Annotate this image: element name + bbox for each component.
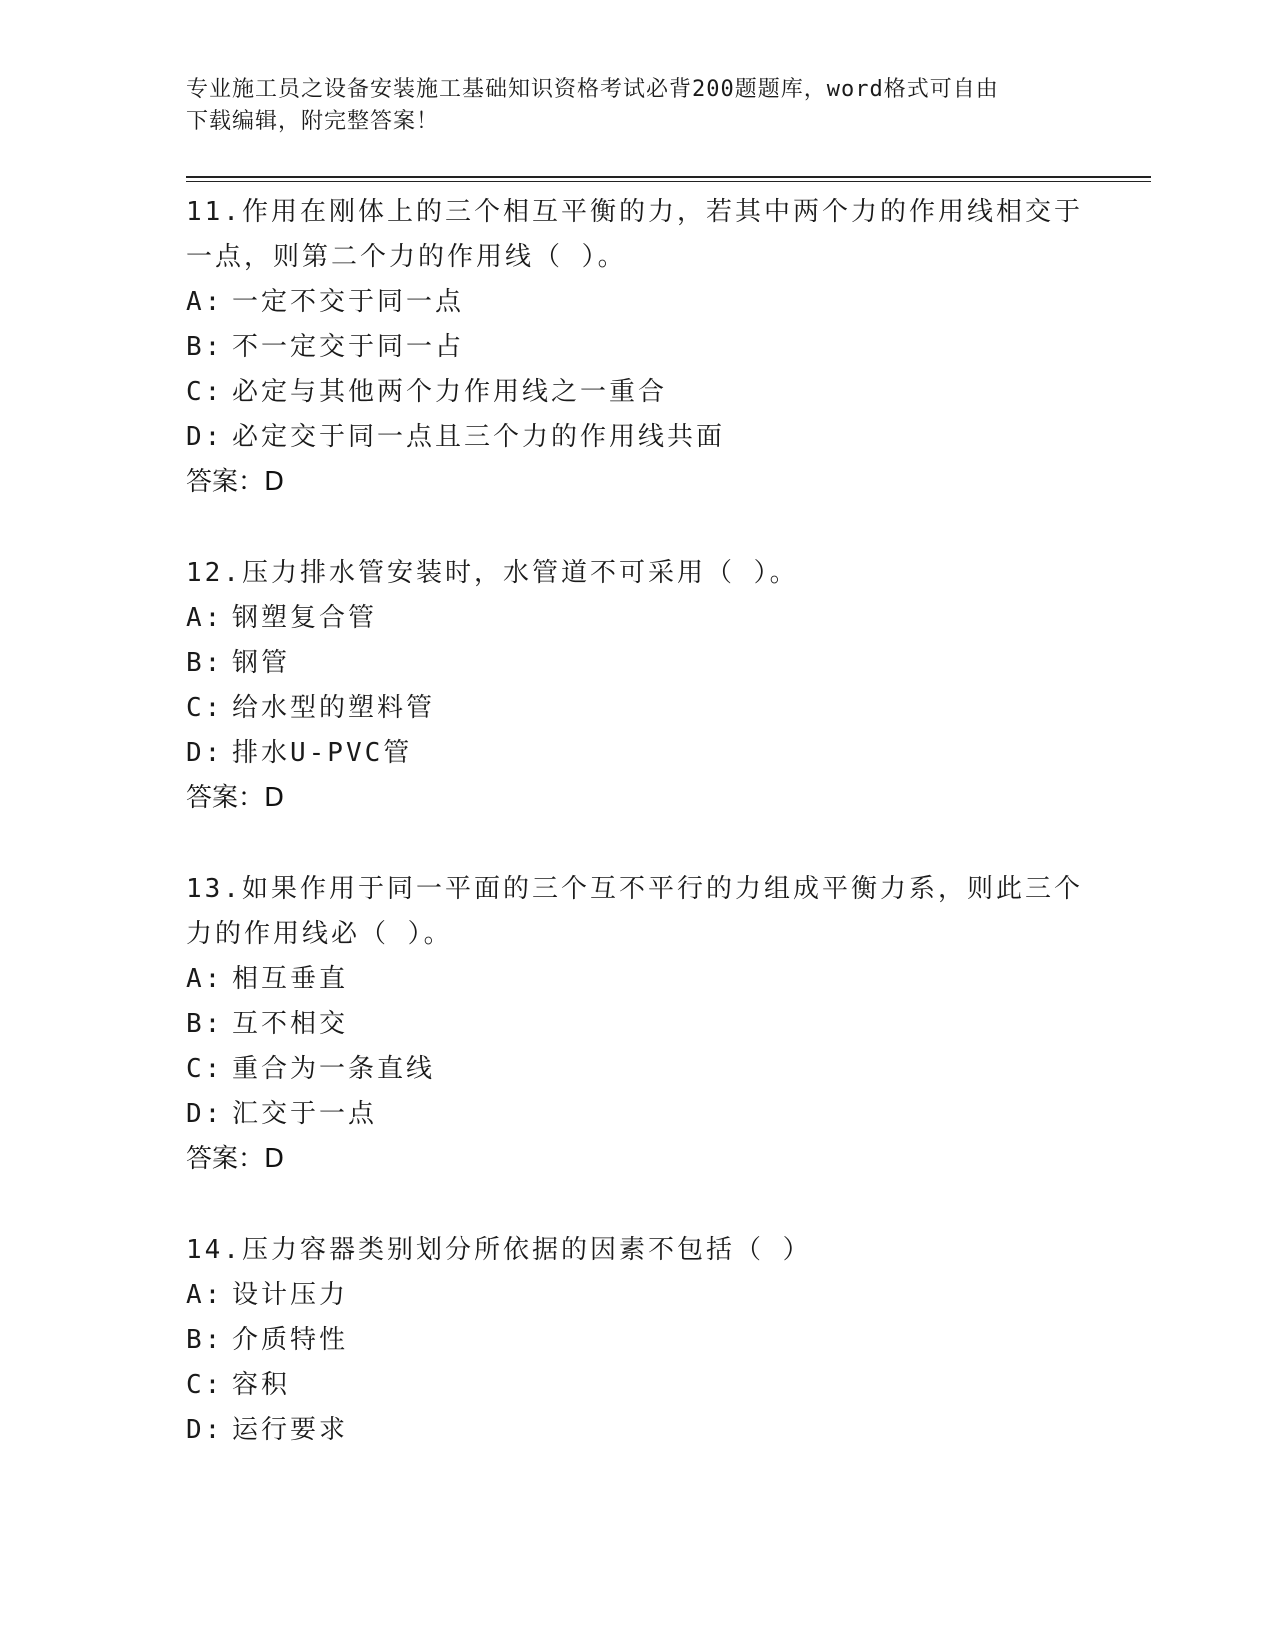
question-14 xyxy=(186,1228,1086,1453)
option-letter: A: xyxy=(186,287,224,317)
question-stem: 12.压力排水管安装时，水管道不可采用（ ）。 xyxy=(186,558,799,588)
option-b xyxy=(186,1002,1086,1047)
option-letter: C: xyxy=(186,1054,224,1084)
option-text: 给水型的塑料管 xyxy=(232,693,436,723)
option-text: 相互垂直 xyxy=(232,964,349,994)
option-b xyxy=(186,325,1086,370)
header-divider-thick xyxy=(186,176,1151,178)
header-line-2: 下载编辑，附完整答案！ xyxy=(186,109,440,134)
answer-line: 答案：D xyxy=(186,1144,285,1174)
option-letter: B: xyxy=(186,332,224,362)
option-text: 重合为一条直线 xyxy=(232,1054,436,1084)
option-b xyxy=(186,1318,1086,1363)
option-letter: A: xyxy=(186,1280,224,1310)
question-stem: 11.作用在刚体上的三个相互平衡的力，若其中两个力的作用线相交于一点，则第二个力的作用线（ ）。 xyxy=(186,197,1083,272)
option-a xyxy=(186,596,1086,641)
option-text: 运行要求 xyxy=(232,1415,349,1445)
option-letter: D: xyxy=(186,1099,224,1129)
option-b xyxy=(186,641,1086,686)
option-c xyxy=(186,686,1086,731)
option-letter: B: xyxy=(186,1325,224,1355)
option-a xyxy=(186,957,1086,1002)
option-letter: D: xyxy=(186,738,224,768)
option-d xyxy=(186,415,1086,460)
option-text: 钢管 xyxy=(232,648,291,678)
option-text: 排水U-PVC管 xyxy=(232,738,413,768)
option-c xyxy=(186,1363,1086,1408)
option-text: 一定不交于同一点 xyxy=(232,287,465,317)
option-letter: A: xyxy=(186,964,224,994)
option-text: 必定与其他两个力作用线之一重合 xyxy=(232,377,668,407)
question-11 xyxy=(186,190,1086,505)
option-text: 汇交于一点 xyxy=(232,1099,378,1129)
option-text: 必定交于同一点且三个力的作用线共面 xyxy=(232,422,726,452)
option-text: 不一定交于同一占 xyxy=(232,332,465,362)
answer-line: 答案：D xyxy=(186,467,285,497)
option-letter: A: xyxy=(186,603,224,633)
question-13 xyxy=(186,867,1086,1182)
option-text: 互不相交 xyxy=(232,1009,349,1039)
option-letter: C: xyxy=(186,693,224,723)
header-line-1: 专业施工员之设备安装施工基础知识资格考试必背200题题库，word格式可自由 xyxy=(186,77,999,102)
question-stem: 13.如果作用于同一平面的三个互不平行的力组成平衡力系，则此三个力的作用线必（ ）。 xyxy=(186,874,1083,949)
option-d xyxy=(186,731,1086,776)
option-letter: C: xyxy=(186,377,224,407)
option-letter: D: xyxy=(186,422,224,452)
option-text: 钢塑复合管 xyxy=(232,603,378,633)
option-letter: C: xyxy=(186,1370,224,1400)
option-text: 容积 xyxy=(232,1370,291,1400)
option-c xyxy=(186,370,1086,415)
option-letter: B: xyxy=(186,648,224,678)
header-divider-thin xyxy=(186,181,1151,182)
document-header xyxy=(186,74,1066,138)
option-letter: B: xyxy=(186,1009,224,1039)
option-text: 介质特性 xyxy=(232,1325,349,1355)
option-d xyxy=(186,1092,1086,1137)
option-d xyxy=(186,1408,1086,1453)
question-12 xyxy=(186,551,1086,821)
answer-line: 答案：D xyxy=(186,783,285,813)
option-a xyxy=(186,280,1086,325)
option-text: 设计压力 xyxy=(232,1280,349,1310)
option-a xyxy=(186,1273,1086,1318)
option-letter: D: xyxy=(186,1415,224,1445)
question-list xyxy=(186,190,1086,1499)
question-stem: 14.压力容器类别划分所依据的因素不包括（ ） xyxy=(186,1235,812,1265)
option-c xyxy=(186,1047,1086,1092)
